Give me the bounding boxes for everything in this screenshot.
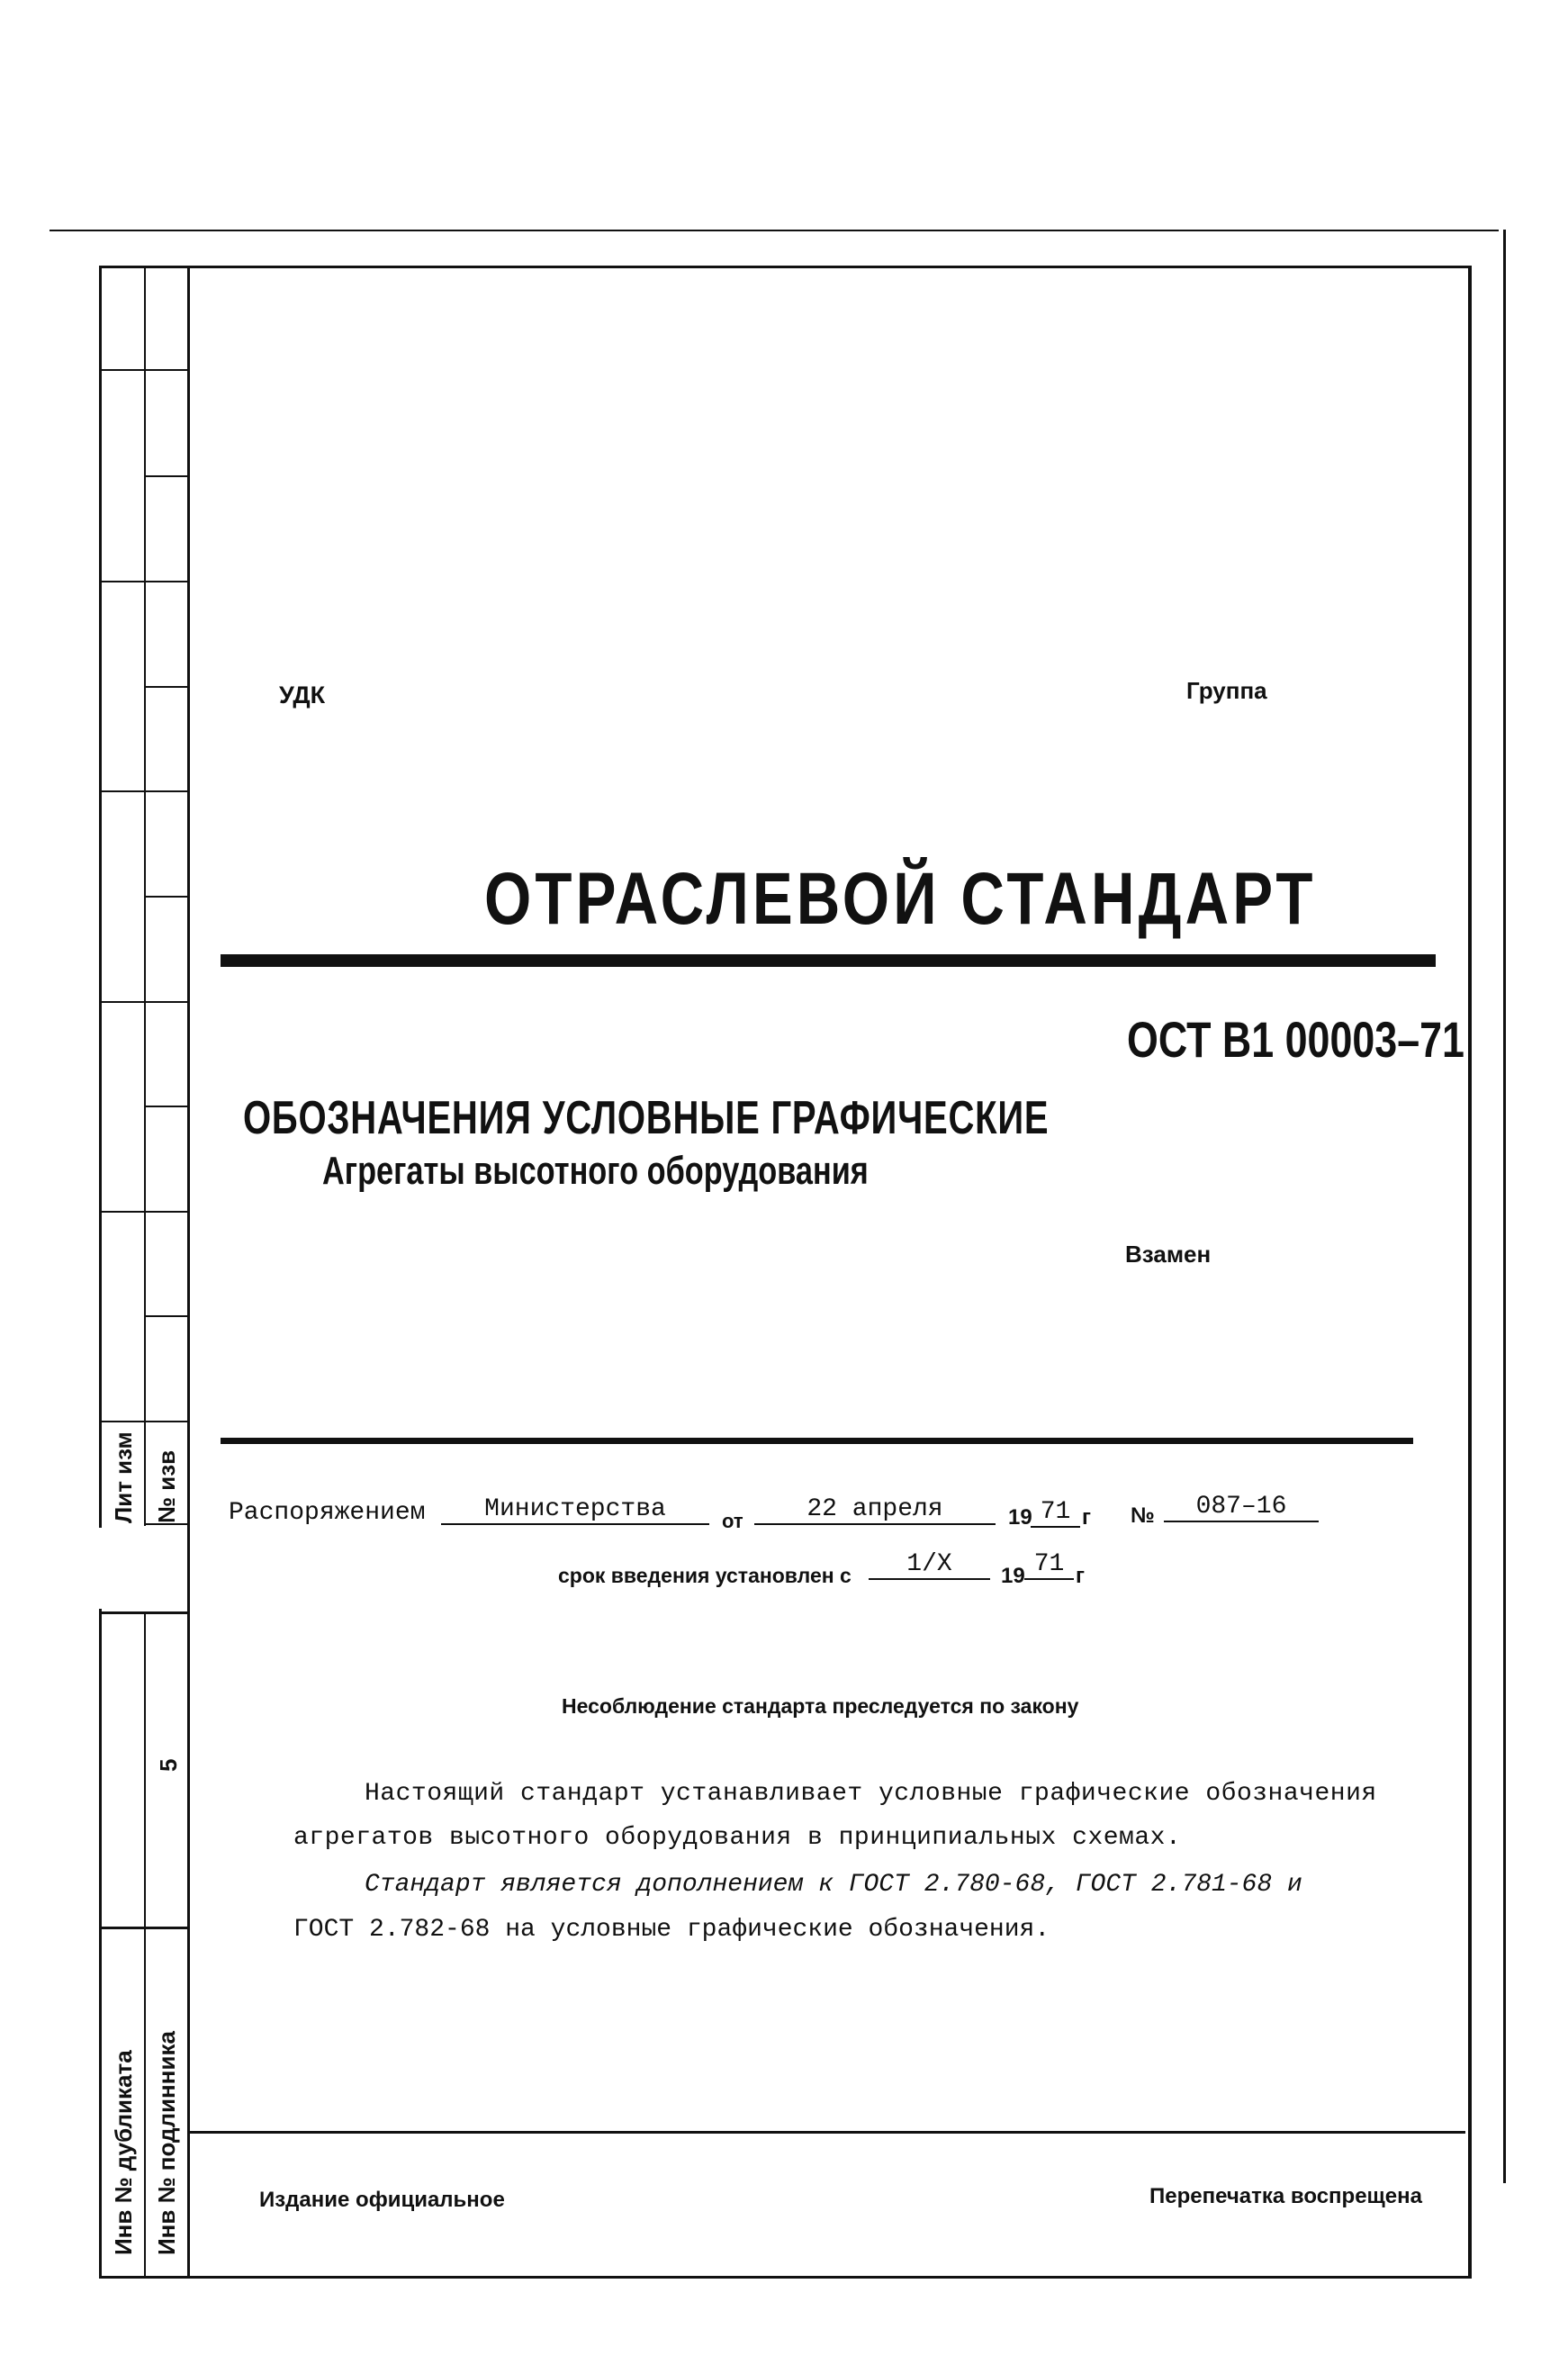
body-p1-line2: агрегатов высотного оборудования в принципиальных схемах. <box>293 1824 1182 1852</box>
effective-date: 1/X <box>869 1550 990 1580</box>
top-rule <box>50 230 1499 231</box>
stamp-inv-dubl: Инв № дубликата <box>110 2050 137 2255</box>
order-date: 22 апреля <box>754 1495 996 1525</box>
stamp-row-line <box>102 369 187 371</box>
legal-notice: Несоблюдение стандарта преследуется по закону <box>562 1694 1079 1718</box>
stamp-row-line <box>102 1211 187 1213</box>
section-rule <box>221 1438 1413 1444</box>
stamp-inv-podl: Инв № подлинника <box>153 2031 180 2255</box>
stamp-lower-divider <box>144 1611 146 2276</box>
order-year: 71 <box>1031 1498 1080 1528</box>
stamp-gap-mask <box>96 1528 105 1609</box>
udk-label: УДК <box>279 682 326 709</box>
stamp-row-line <box>144 686 187 688</box>
stamp-row-line <box>144 1106 187 1107</box>
stamp-lit-izm: Лит изм <box>110 1431 137 1523</box>
subtitle: Агрегаты высотного оборудования <box>322 1149 869 1193</box>
effective-year-prefix: 19 <box>1001 1564 1025 1588</box>
stamp-no-izv: № изв <box>153 1449 180 1523</box>
effective-prefix: срок введения установлен с <box>558 1564 852 1587</box>
stamp-divider-2 <box>187 266 190 2276</box>
order-number-label: № <box>1131 1503 1155 1528</box>
stamp-row-line <box>102 1421 187 1422</box>
order-year-suffix: г <box>1082 1505 1091 1530</box>
stamp-row-line <box>102 581 187 582</box>
reprint-forbidden: Перепечатка воспрещена <box>1149 2184 1422 2208</box>
footer-rule <box>190 2131 1465 2134</box>
order-issuer: Министерства <box>441 1495 709 1525</box>
replaces-label: Взамен <box>1125 1241 1212 1268</box>
stamp-row-line <box>144 1523 187 1525</box>
title-thick-rule <box>221 954 1436 967</box>
stamp-row-line <box>144 1315 187 1317</box>
stamp-row-line <box>102 790 187 792</box>
document-frame <box>99 266 1472 2279</box>
stamp-page-digit: 5 <box>155 1758 182 1772</box>
right-edge-line <box>1503 230 1506 2183</box>
stamp-lower-split <box>102 1927 187 1929</box>
body-p2-line1: Стандарт является дополнением к ГОСТ 2.780-68, ГОСТ 2.781-68 и <box>365 1871 1302 1899</box>
order-number: 087–16 <box>1164 1493 1319 1522</box>
subject-heading: ОБОЗНАЧЕНИЯ УСЛОВНЫЕ ГРАФИЧЕСКИЕ <box>243 1092 1050 1144</box>
order-from-label: от <box>722 1510 743 1532</box>
effective-year: 71 <box>1024 1550 1074 1580</box>
stamp-row-line <box>102 1001 187 1003</box>
body-p1-line1: Настоящий стандарт устанавливает условные графические обозначения <box>365 1780 1377 1808</box>
standard-code: ОСТ В1 00003–71 <box>1127 1011 1464 1068</box>
page-title: ОТРАСЛЕВОЙ СТАНДАРТ <box>484 858 1317 940</box>
group-label: Группа <box>1186 677 1267 704</box>
body-p2-line2: ГОСТ 2.782-68 на условные графические обозначения. <box>293 1916 1050 1944</box>
stamp-row-line <box>144 896 187 898</box>
order-prefix: Распоряжением <box>229 1499 426 1527</box>
order-year-prefix: 19 <box>1008 1505 1032 1530</box>
effective-year-suffix: г <box>1076 1564 1085 1588</box>
official-edition: Издание официальное <box>259 2188 505 2212</box>
stamp-row-line <box>144 475 187 477</box>
